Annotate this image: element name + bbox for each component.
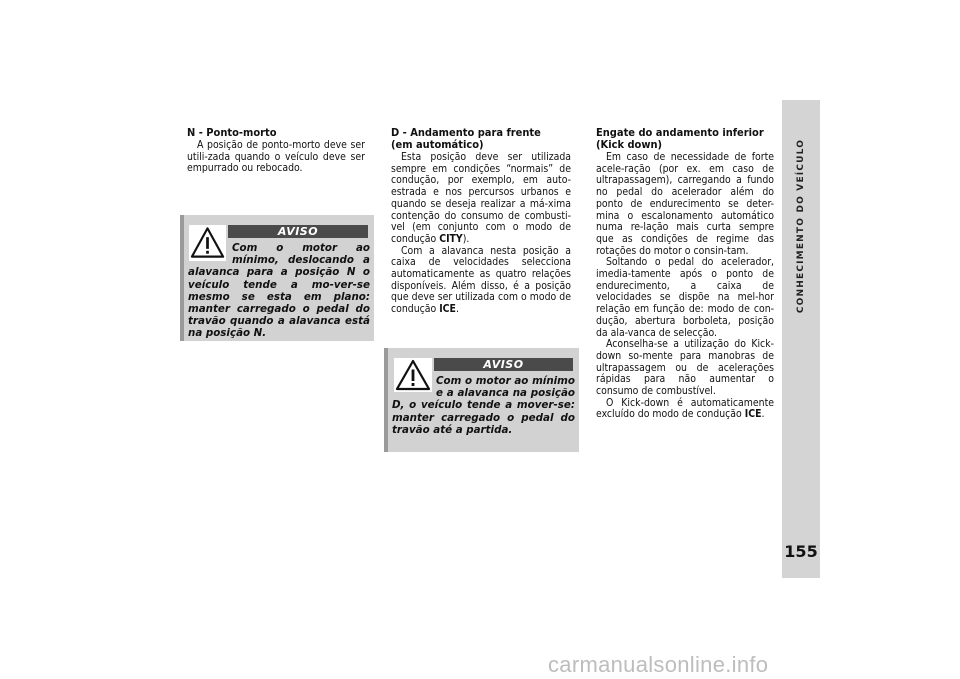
heading-kickdown [596, 127, 774, 151]
column-drive [391, 127, 571, 316]
paragraph-kickdown-3: Aconselha-se a utilização do Kick-down so-mente para manobras de ultrapassagem ou de acelerações rápidas para não aumentar o consumo de combustível. [596, 338, 774, 398]
column-neutral [187, 127, 365, 175]
paragraph-drive-2 [391, 246, 571, 316]
heading-neutral: N - Ponto-morto [187, 126, 277, 139]
page-number: 155 [784, 542, 818, 561]
watermark: carmanualsonline.info [548, 652, 769, 677]
paragraph-drive-1-text: Esta posição deve ser utilizada sempre em condições “normais” de condução, por exemplo, em auto-estrada e nos percursos urbanos e quando se deseja realizar a má-xima contenção do consumo de combusti-vel (em conjunto com o modo de condução [391, 151, 571, 245]
warning-label: AVISO [434, 358, 573, 371]
paragraph-kickdown-2: Soltando o pedal do acelerador, imedia-tamente após o ponto de endurecimento, a caixa de velocidades se dispõe na mel-hor relação em função de: modo de con-dução, abertura borboleta, posição da ala-vanca de selecção. [596, 256, 774, 339]
heading-drive [391, 127, 571, 151]
section-title-text: CONHECIMENTO DO VEÍCULO [796, 138, 806, 314]
paragraph-drive-1-end: ). [462, 232, 470, 245]
column-kickdown [596, 127, 774, 421]
warning-text-neutral: Com o motor ao mínimo, deslocando a alavanca para a posição N o veículo tende a mo-ver-se mesmo se esta em plano: manter carregado o pedal do travão quando a alavanca está na posição N. [188, 242, 370, 340]
section-title [789, 138, 813, 314]
mode-city: CITY [439, 232, 463, 245]
mode-ice-kickdown: ICE [744, 408, 762, 421]
warning-box-drive [384, 348, 579, 452]
paragraph-neutral: A posição de ponto-morto deve ser utili-zada quando o veículo deve ser empurrado ou rebocado. [187, 139, 365, 175]
paragraph-kickdown-4 [596, 398, 774, 421]
paragraph-drive-2-end: . [455, 303, 459, 316]
paragraph-kickdown-4-text: O Kick-down é automaticamente excluído do modo de condução [596, 396, 774, 421]
paragraph-drive-2-text: Com a alavanca nesta posição a caixa de velocidades selecciona automaticamente as quatro relações disponíveis. Além disso, é a posição que deve ser utilizada com o modo de condução [391, 244, 571, 316]
warning-text-drive: Com o motor ao mínimo e a alavanca na posição D, o veículo tende a mover-se: manter carregado o pedal do travão até a partida. [392, 375, 575, 436]
heading-kickdown-line1: Engate do andamento inferior [596, 126, 764, 139]
warning-label: AVISO [228, 225, 368, 238]
warning-box-neutral [180, 215, 374, 341]
heading-drive-line2: (em automático) [391, 138, 484, 151]
paragraph-kickdown-4-end: . [761, 408, 765, 421]
heading-drive-line1: D - Andamento para frente [391, 126, 541, 139]
heading-kickdown-line2: (Kick down) [596, 138, 663, 151]
paragraph-kickdown-1: Em caso de necessidade de forte acele-ração (por ex. em caso de ultrapassagem), carregando a fundo no pedal do acelerador além do ponto de endurecimento se deter-mina o escalonamento automático numa re-lação mais curta sempre que as condições de regime das rotações do motor o consin-tam. [596, 151, 774, 257]
mode-ice: ICE [439, 303, 456, 316]
paragraph-drive-1 [391, 152, 571, 246]
